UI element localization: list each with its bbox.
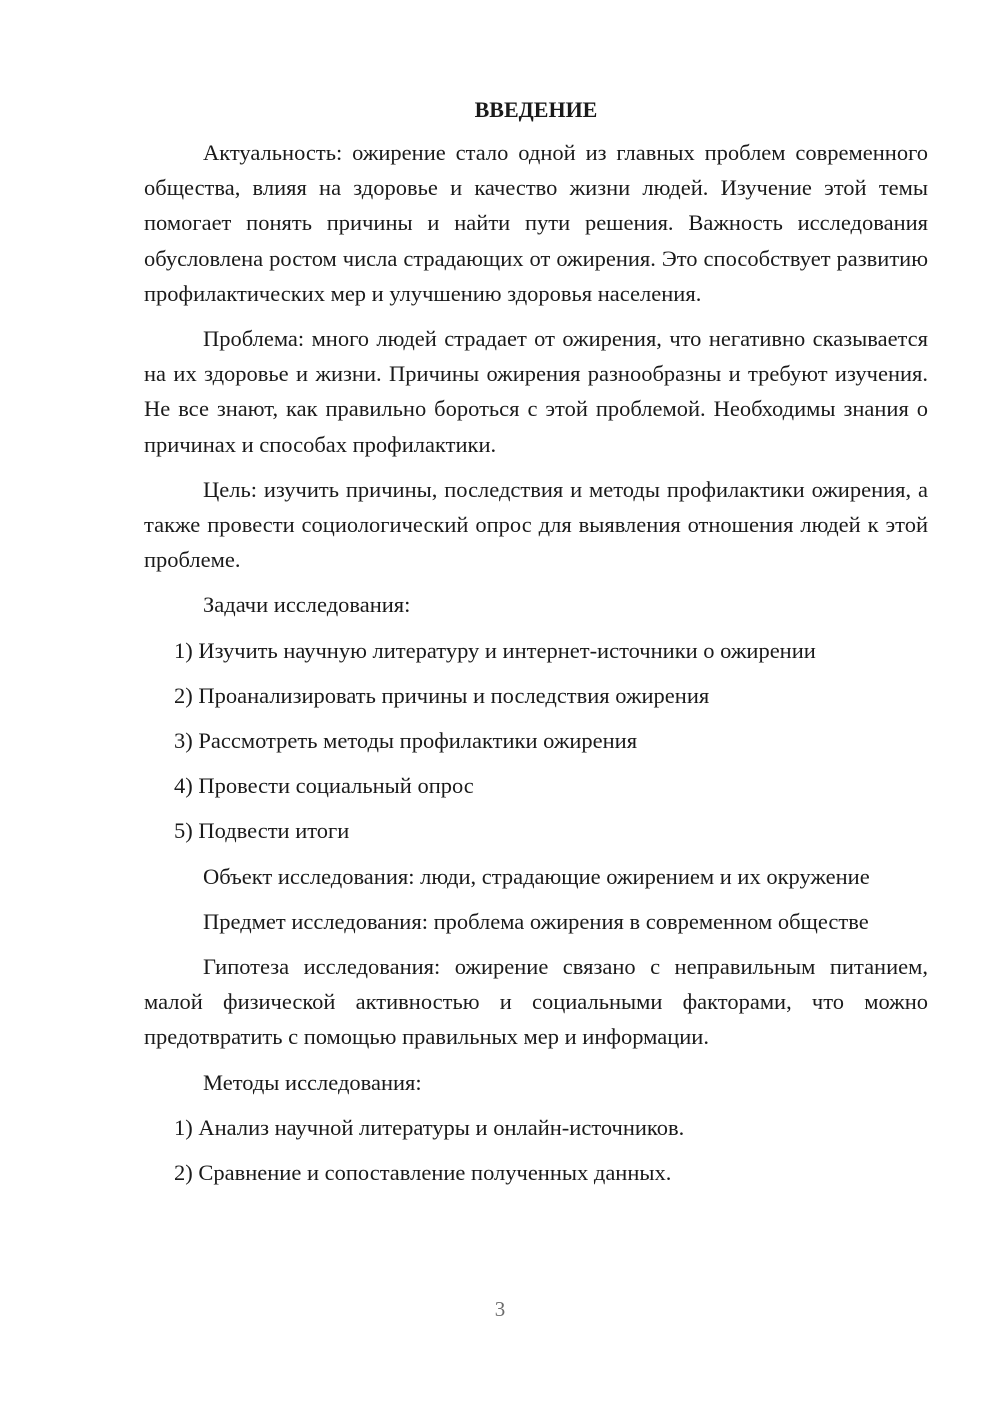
methods-list (144, 1110, 928, 1190)
object-paragraph: Объект исследования: люди, страдающие ожирением и их окружение (203, 863, 870, 889)
tasks-heading: Задачи исследования: (203, 592, 411, 618)
hypothesis-paragraph: Гипотеза исследования: ожирение связано с неправильным питанием, малой физической активностью и социальными факторами, что можно предотвратить с помощью правильных мер и информации. (144, 954, 928, 1050)
tasks-list (144, 633, 928, 849)
subject-paragraph: Предмет исследования: проблема ожирения в современном обществе (203, 908, 869, 934)
relevance-paragraph: Актуальность: ожирение стало одной из главных проблем современного общества, влияя на здоровье и качество жизни людей. Изучение этой темы помогает понять причины и найти пути решения. Важность исследования обусловлена ростом числа страдающих от ожирения. Это способствует развитию профилактических мер и улучшению здоровья населения. (144, 140, 928, 306)
list-item: 3) Рассмотреть методы профилактики ожирения (174, 728, 638, 754)
goal-paragraph: Цель: изучить причины, последствия и методы профилактики ожирения, а также провести социологический опрос для выявления отношения людей к этой проблеме. (144, 476, 928, 573)
list-item: 4) Провести социальный опрос (174, 773, 474, 799)
document-page (144, 92, 928, 1200)
list-item: 2) Проанализировать причины и последствия ожирения (174, 682, 710, 708)
methods-heading: Методы исследования: (203, 1069, 422, 1095)
section-heading: ВВЕДЕНИЕ (474, 97, 598, 122)
list-item: 2) Сравнение и сопоставление полученных данных. (174, 1160, 672, 1186)
list-item: 1) Изучить научную литературу и интернет-источники о ожирении (174, 637, 816, 663)
page-number: 3 (494, 1297, 506, 1321)
list-item: 1) Анализ научной литературы и онлайн-источников. (174, 1114, 685, 1140)
list-item: 5) Подвести итоги (174, 818, 350, 844)
problem-paragraph: Проблема: много людей страдает от ожирения, что негативно сказывается на их здоровье и жизни. Причины ожирения разнообразны и требуют изучения. Не все знают, как правильно бороться с этой проблемой. Необходимы знания о причинах и способах профилактики. (144, 326, 928, 457)
